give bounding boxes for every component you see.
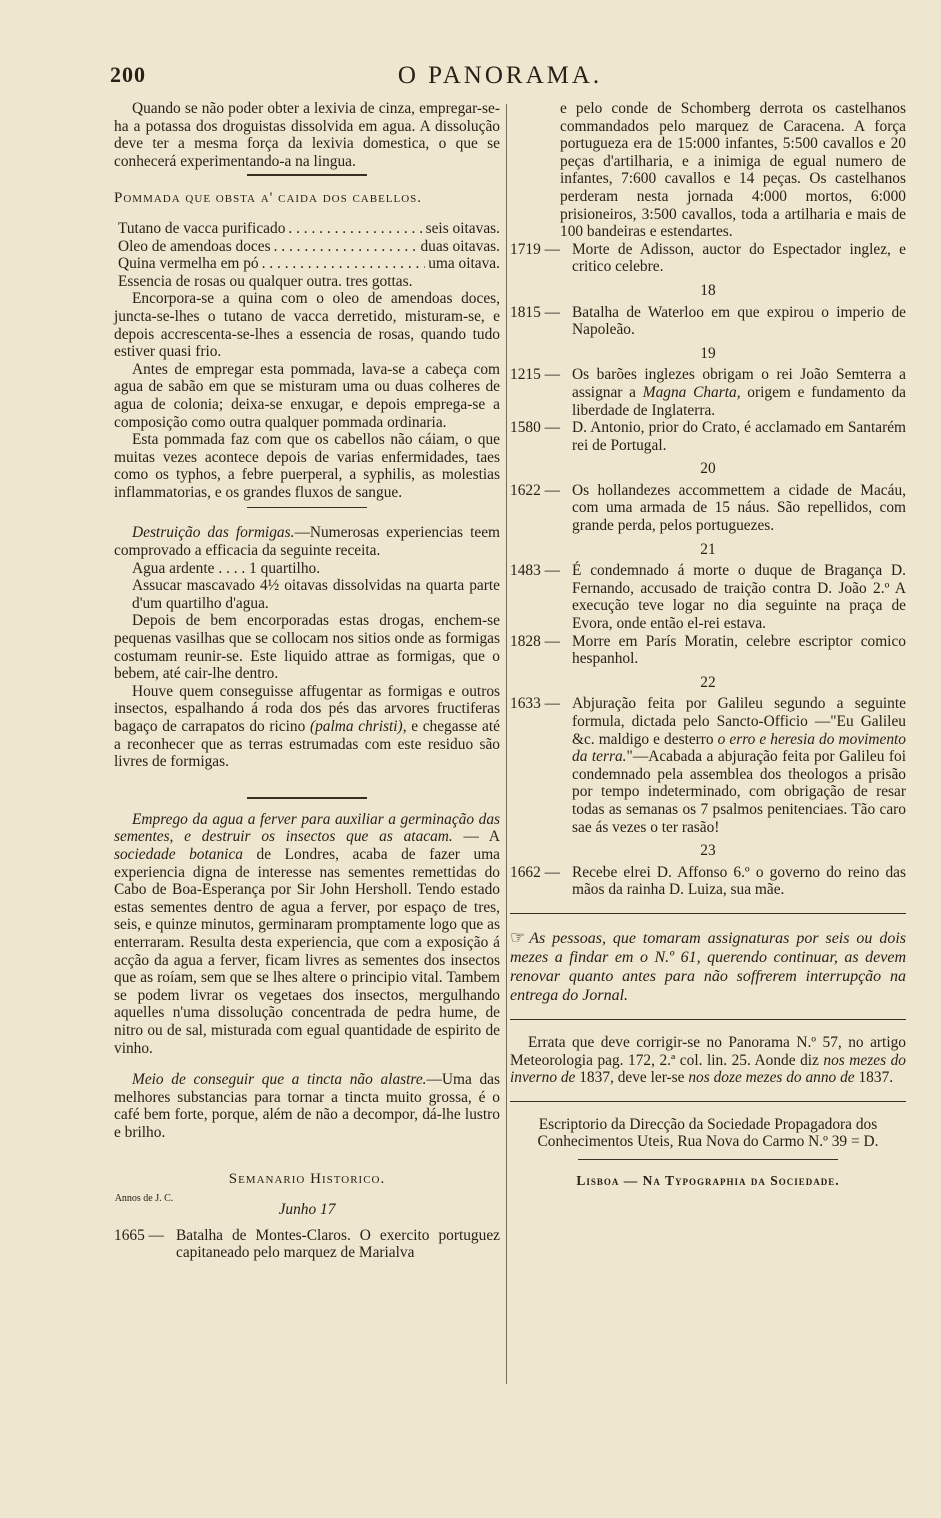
right-column [510,100,906,1190]
lexivia-paragraph: Quando se não poder obter a lexivia de cinza, empregar-se-ha a potassa dos droguistas dissolvida em agua. A dissolução deve ter a mesma força da lexivia domestica, o que se conhecerá experimentando-a na lingua. [114,100,500,170]
pommada-paragraph: Antes de empregar esta pommada, lava-se a cabeça com agua de sabão em que se misturam uma ou duas colheres de agua de colonia; deixa-se enxugar, e depois emprega-se a composição como outra qualquer pommada ordinaria. [114,360,500,431]
day-number: 18 [700,281,716,299]
recipe-line: Tutano de vacca purificado . . . seis oitavas. [114,220,500,238]
section-rule [510,913,906,914]
pommada-paragraph: Encorpora-se a quina com o oleo de amendoas doces, juncta-se-lhes o tutano de vacca derretido, misturam-se, e depois accrescenta-se-lhes a essencia de rosas, quando tudo estiver quasi frio. [114,290,500,361]
section-rule [247,507,367,508]
section-rule [578,1159,838,1160]
pommada-heading: Pommada que obsta a' caida dos cabellos. [114,190,423,207]
day-number: 20 [700,460,716,478]
annos-label: Annos de J. C. [114,1193,174,1205]
formigas-recipe-line: Agua ardente . . . . 1 quartilho. [132,559,321,577]
column-divider [506,104,507,1384]
section-rule [247,797,367,799]
left-column [114,100,500,1262]
formigas-paragraph: Houve quem conseguisse affugentar as formigas e outros insectos, espalhando á roda dos pés das arvores fructiferas bagaço de carrapatos do ricino (palma christi), e chegasse até a reconhecer que as terras estrumadas com este residuo são livres de formigas. [114,682,500,771]
day-number: 21 [700,540,716,558]
day-number: 23 [700,842,716,860]
history-entry: 1665 — Batalha de Montes-Claros. O exercito portuguez capitaneado pelo marquez de Marialva [114,1226,500,1262]
office-address: Escriptorio da Direcção da Sociedade Propagadora dos Conhecimentos Uteis, Rua Nova do Carmo N.º 39 = D. [537,1115,879,1151]
imprint: Lisboa — Na Typographia da Sociedade. [576,1172,840,1188]
pommada-paragraph: Esta pommada faz com que os cabellos não cáiam, o que muitas vezes acontece depois de varias enfermidades, taes como os typhos, a febre puerperal, a syphilis, as molestias inflammatorias, e os grandes fluxos de sangue. [114,431,500,501]
errata-paragraph: Errata que deve corrigir-se no Panorama N.º 57, no artigo Meteorologia pag. 172, 2.ª col. lin. 25. Aonde diz nos mezes do inverno de 1837, deve ler-se nos doze mezes do anno de 1837. [510,1033,906,1087]
pointing-hand-icon: ☞ [510,927,526,947]
history-entry-continued: e pelo conde de Schomberg derrota os castelhanos commandados pelo marquez de Caracena. A força portugueza era de 15:000 infantes, 5:500 cavallos e 20 peças d'artilharia, e a inimiga de egual numero de infantes, 7:600 cavallos e 14 peças. Os castelhanos perderam nesta jornada 4:000 mortos, 6:000 prisioneiros, 3:500 cavallos, toda a artilharia e mais de 100 bandeiras e estendartes. [560,100,906,241]
running-head [110,62,890,92]
page-number: 200 [110,62,146,87]
history-entry: 1662 — Recebe elrei D. Affonso 6.º o governo do reino das mãos da rainha D. Luiza, sua mãe. [510,863,906,899]
emprego-paragraph: Emprego da agua a ferver para auxiliar a germinação das sementes, e destruir os insectos que as atacam. — A sociedade botanica de Londres, acaba de fazer uma experiencia digna de interesse nas sementes remettidas do Cabo de Boa-Esperança por Sir John Hersholl. Tendo estado estas sementes dentro de agua a ferver, por espaço de tres, seis, e quinze minutos, germinaram promptamente logo que as enterraram. Resulta desta experiencia, que com a exposição á acção da agua a ferver, ficam livres as sementes dos insectos que as roíam, sem que se lhes altere o principio vital. Tambem se podem livrar os vegetaes dos insectos, mergulhando aquelles n'uma dissolução concentrada de pedra hume, de nitro ou de sal, misturada com egual quantidade de espirito de vinho. [114,810,501,1057]
formigas-recipe-line: Assucar mascavado 4½ oitavas dissolvidas na quarta parte d'um quartilho d'agua. [132,577,500,612]
history-entry: 1580 — D. Antonio, prior do Crato, é acclamado em Santarém rei de Portugal. [510,419,906,454]
history-entry: 1215 — Os barões inglezes obrigam o rei João Semterra a assignar a Magna Charta, origem e fundamento da liberdade de Inglaterra. [510,366,906,419]
section-rule [247,174,367,176]
history-entry: 1633 — Abjuração feita por Galileu segundo a seguinte formula, dictada pelo Sancto-Officio —"Eu Galileu &c. maldigo e desterro o erro e heresia do movimento da terra."—Acabada a abjuração feita por Galileu foi condemnado pela assemblea dos theologos a prisão por tempo indeterminado, com obrigação de resar todas as semanas os 7 psalmos penitenciaes. Tão caro sae ás vezes o ter rasão! [510,695,906,836]
tincta-paragraph: Meio de conseguir que a tincta não alastre.—Uma das melhores substancias para tornar a tincta muito grossa, é o café bem forte, porque, além de não a decompor, dá-lhe lustro e brilho. [114,1071,500,1141]
section-rule [510,1101,906,1102]
semanario-heading: Semanario Historico. [228,1171,386,1188]
history-entry: 1622 — Os hollandezes accommettem a cidade de Macáu, com uma armada de 15 náus. São repellidos, com grande perda, pelos portuguezes. [510,481,906,535]
journal-title: O PANORAMA. [397,62,603,89]
semanario-date: Junho 17 [278,1201,336,1219]
history-entry: 1483 — É condemnado á morte o duque de Bragança D. Fernando, accusado de traição contra D. João 2.º A execução teve logar no dia seguinte na praça de Evora, onde então el-rei estava. [510,562,906,633]
day-number: 22 [700,673,716,691]
section-rule [510,1019,906,1020]
recipe-line: Quina vermelha em pó . . . uma oitava. [114,255,500,273]
day-number: 19 [700,344,716,362]
recipe-line: Oleo de amendoas doces . . . duas oitavas. [114,238,500,256]
recipe-line: Essencia de rosas ou qualquer outra. tres gottas. [118,272,413,290]
history-entry: 1828 — Morre em París Moratin, celebre escriptor comico hespanhol. [510,632,906,668]
history-entry: 1719 — Morte de Adisson, auctor do Espectador inglez, e critico celebre. [510,240,906,276]
history-entry: 1815 — Batalha de Waterloo em que expirou o imperio de Napoleão. [510,303,906,339]
formigas-paragraph: Destruição das formigas.—Numerosas experiencias teem comprovado a efficacia da seguinte receita. [114,524,500,560]
subscription-notice: ☞ As pessoas, que tomaram assignaturas por seis ou dois mezes a findar em o N.º 61, querendo continuar, as devem renovar quanto antes para não soffrerem interrupção na entrega do Jornal. [510,927,906,1004]
formigas-paragraph: Depois de bem encorporadas estas drogas, enchem-se pequenas vasilhas que se collocam nos sitios onde as formigas costumam reunir-se. Este liquido attrae as formigas, que o bebem, até cair-lhe dentro. [114,612,500,683]
pommada-recipe [114,220,500,290]
semanario-date-row [114,1193,500,1219]
